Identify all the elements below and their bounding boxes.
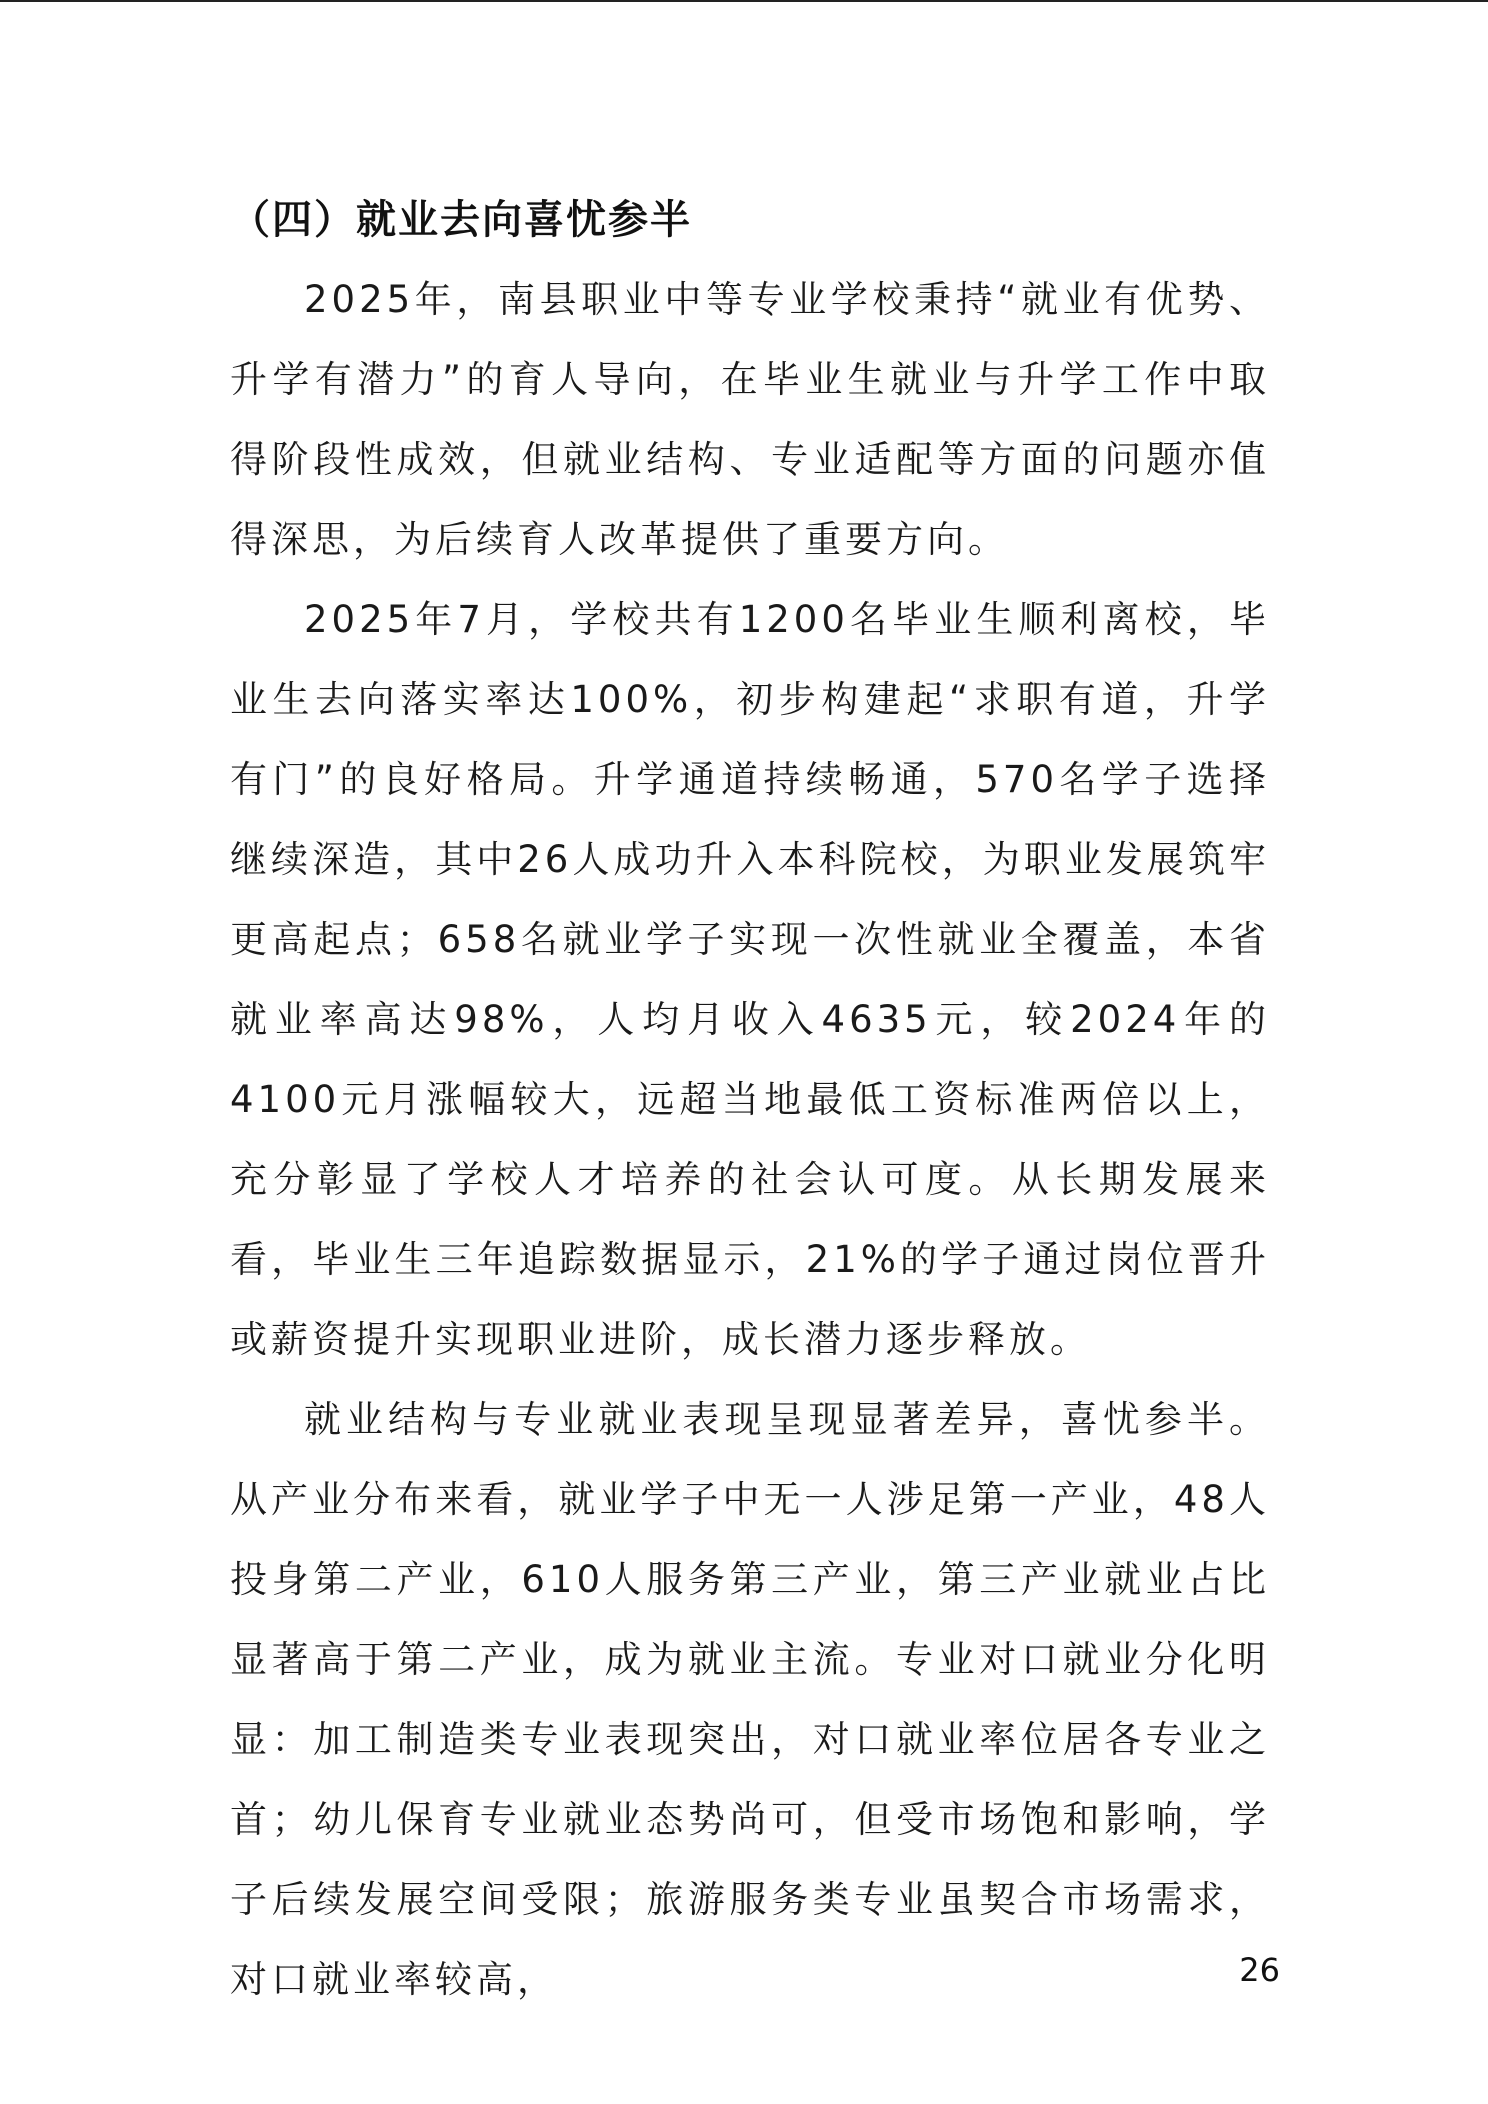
document-page: [230, 190, 1270, 2020]
section-heading: （四）就业去向喜忧参半: [230, 197, 692, 243]
paragraph-intro: 2025年，南县职业中等专业学校秉持“就业有优势、升学有潜力”的育人导向，在毕业生就业与升学工作中取得阶段性成效，但就业结构、专业适配等方面的问题亦值得深思，为后续育人改革提供了重要方向。: [230, 278, 1270, 561]
paragraph-graduate-outcomes: 2025年7月，学校共有1200名毕业生顺利离校，毕业生去向落实率达100%，初步构建起“求职有道，升学有门”的良好格局。升学通道持续畅通，570名学子选择继续深造，其中26人成功升入本科院校，为职业发展筑牢更高起点；658名就业学子实现一次性就业全覆盖，本省就业率高达98%，人均月收入4635元，较2024年的4100元月涨幅较大，远超当地最低工资标准两倍以上，充分彰显了学校人才培养的社会认可度。从长期发展来看，毕业生三年追踪数据显示，21%的学子通过岗位晋升或薪资提升实现职业进阶，成长潜力逐步释放。: [230, 598, 1270, 1361]
page-number: 26: [1239, 1951, 1280, 1989]
paragraph-employment-structure: 就业结构与专业就业表现呈现显著差异，喜忧参半。从产业分布来看，就业学子中无一人涉足第一产业，48人投身第二产业，610人服务第三产业，第三产业就业占比显著高于第二产业，成为就业主流。专业对口就业分化明显：加工制造类专业表现突出，对口就业率位居各专业之首；幼儿保育专业就业态势尚可，但受市场饱和影响，学子后续发展空间受限；旅游服务类专业虽契合市场需求，对口就业率较高，: [230, 1398, 1270, 2001]
top-border-line: [0, 0, 1488, 2]
